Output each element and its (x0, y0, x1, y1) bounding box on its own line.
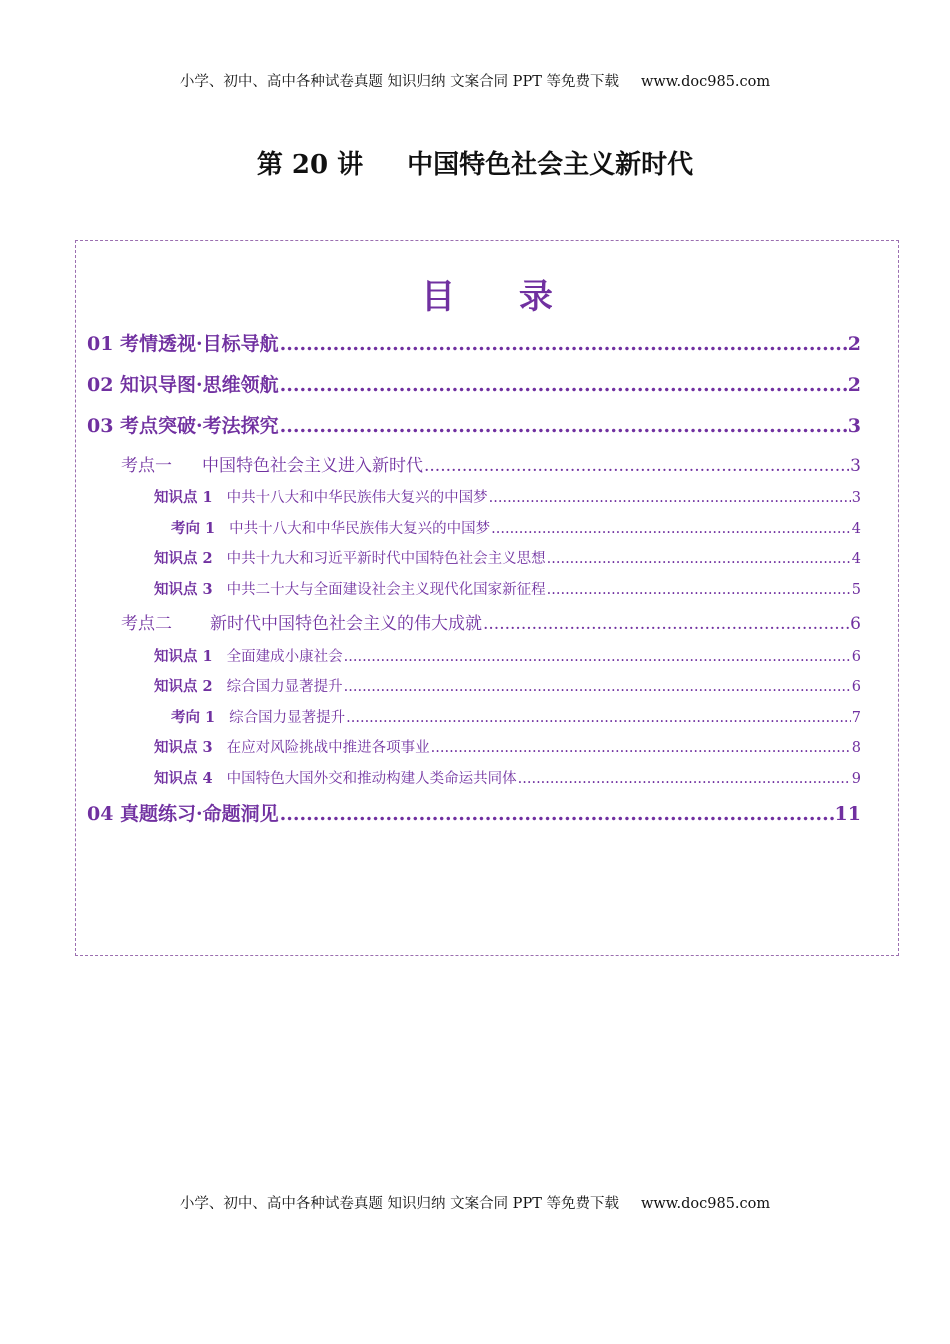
toc-entry[interactable] (154, 578, 861, 599)
toc-entry-prefix: 考向 1 (171, 520, 216, 537)
toc-entry-page: 3 (851, 490, 861, 506)
toc-entry-page: 4 (851, 521, 861, 537)
toc-entry-title: 新时代中国特色社会主义的伟大成就 (210, 614, 482, 634)
toc-leader-dots (518, 771, 851, 787)
toc-entry-title: 中国特色社会主义进入新时代 (202, 456, 423, 476)
toc-entry-label (154, 486, 488, 507)
toc-entry-label (121, 609, 482, 634)
document-title (0, 144, 950, 181)
lecture-number: 第 20 讲 (256, 150, 364, 180)
toc-entry[interactable] (171, 517, 861, 538)
toc-entry-prefix: 考点一 (121, 456, 172, 476)
toc-entry-label (154, 675, 343, 696)
toc-entry-page: 2 (847, 333, 861, 355)
toc-entry-page: 6 (851, 649, 861, 665)
toc-entry-page: 6 (851, 679, 861, 695)
toc-entry-label: 02 知识导图·思维领航 (87, 374, 279, 396)
toc-entry-title: 中国特色大国外交和推动构建人类命运共同体 (226, 771, 517, 787)
toc-entry-label: 01 考情透视·目标导航 (87, 333, 279, 355)
toc-entry[interactable] (87, 411, 861, 438)
toc-leader-dots (483, 614, 849, 634)
toc-entry-prefix: 知识点 2 (154, 550, 213, 567)
toc-entry-title: 综合国力显著提升 (229, 710, 346, 726)
toc-entry[interactable] (121, 451, 861, 476)
toc-entry-prefix: 知识点 2 (154, 678, 213, 695)
toc-entry-page: 3 (847, 415, 861, 437)
toc-entry-page: 5 (851, 582, 861, 598)
toc-leader-dots (489, 490, 851, 506)
toc-entry-prefix: 知识点 1 (154, 489, 213, 506)
toc-entry-label (154, 736, 430, 757)
toc-entry-title: 在应对风险挑战中推进各项事业 (226, 740, 430, 756)
toc-entry-prefix: 知识点 3 (154, 581, 213, 598)
toc-entry-prefix: 知识点 1 (154, 648, 213, 665)
toc-entry-label (171, 706, 345, 727)
toc-entry-title: 综合国力显著提升 (226, 679, 343, 695)
toc-entry-prefix: 考点二 (121, 614, 172, 634)
footer-url[interactable]: www.doc985.com (640, 1196, 771, 1212)
header-text: 小学、初中、高中各种试卷真题 知识归纳 文案合同 PPT 等免费下载 (179, 74, 619, 90)
toc-entry-title: 中共二十大与全面建设社会主义现代化国家新征程 (226, 582, 546, 598)
page-footer (0, 1192, 950, 1213)
toc-entry-page: 8 (851, 740, 861, 756)
page-header (0, 70, 950, 91)
toc-entry-label (154, 547, 546, 568)
toc-entry[interactable] (154, 547, 861, 568)
toc-entry-prefix: 知识点 3 (154, 739, 213, 756)
toc-entry-title: 中共十九大和习近平新时代中国特色社会主义思想 (226, 551, 546, 567)
footer-text: 小学、初中、高中各种试卷真题 知识归纳 文案合同 PPT 等免费下载 (179, 1196, 619, 1212)
toc-leader-dots (280, 333, 847, 355)
toc-entry-prefix: 知识点 4 (154, 770, 213, 787)
toc-entry-page: 3 (850, 456, 861, 476)
toc-entry[interactable] (154, 645, 861, 666)
toc-entry-page: 9 (851, 771, 861, 787)
toc-leader-dots (424, 456, 849, 476)
toc-entry[interactable] (87, 799, 861, 826)
table-of-contents (75, 240, 899, 956)
toc-heading: 目 录 (421, 277, 579, 317)
toc-entry-label (154, 645, 343, 666)
toc-entry-page: 2 (847, 374, 861, 396)
toc-entry-label: 04 真题练习·命题洞见 (87, 803, 279, 825)
header-url[interactable]: www.doc985.com (640, 74, 771, 90)
toc-leader-dots (280, 374, 847, 396)
toc-entry[interactable] (154, 767, 861, 788)
toc-entry-page: 6 (850, 614, 861, 634)
toc-entry-page: 4 (851, 551, 861, 567)
toc-entry-label: 03 考点突破·考法探究 (87, 415, 279, 437)
toc-leader-dots (280, 803, 834, 825)
toc-leader-dots (344, 649, 851, 665)
toc-entry-title: 中共十八大和中华民族伟大复兴的中国梦 (229, 521, 491, 537)
toc-leader-dots (431, 740, 851, 756)
toc-entry-title: 全面建成小康社会 (226, 649, 343, 665)
toc-entry[interactable] (171, 706, 861, 727)
toc-entry-label (171, 517, 490, 538)
toc-entry[interactable] (121, 609, 861, 634)
toc-entry[interactable] (154, 486, 861, 507)
toc-leader-dots (346, 710, 851, 726)
toc-leader-dots (547, 582, 851, 598)
toc-entry-page: 7 (851, 710, 861, 726)
toc-entry-page: 11 (834, 803, 861, 825)
lecture-name: 中国特色社会主义新时代 (407, 150, 694, 180)
toc-entry-label (121, 451, 423, 476)
toc-entry-label (154, 767, 517, 788)
toc-leader-dots (344, 679, 851, 695)
toc-leader-dots (491, 521, 851, 537)
toc-entry[interactable] (154, 736, 861, 757)
toc-entry-title: 中共十八大和中华民族伟大复兴的中国梦 (226, 490, 488, 506)
toc-entry-label (154, 578, 546, 599)
toc-entry[interactable] (87, 329, 861, 356)
toc-entry-prefix: 考向 1 (171, 709, 216, 726)
toc-entry[interactable] (154, 675, 861, 696)
toc-entry[interactable] (87, 370, 861, 397)
toc-leader-dots (280, 415, 847, 437)
toc-leader-dots (547, 551, 851, 567)
